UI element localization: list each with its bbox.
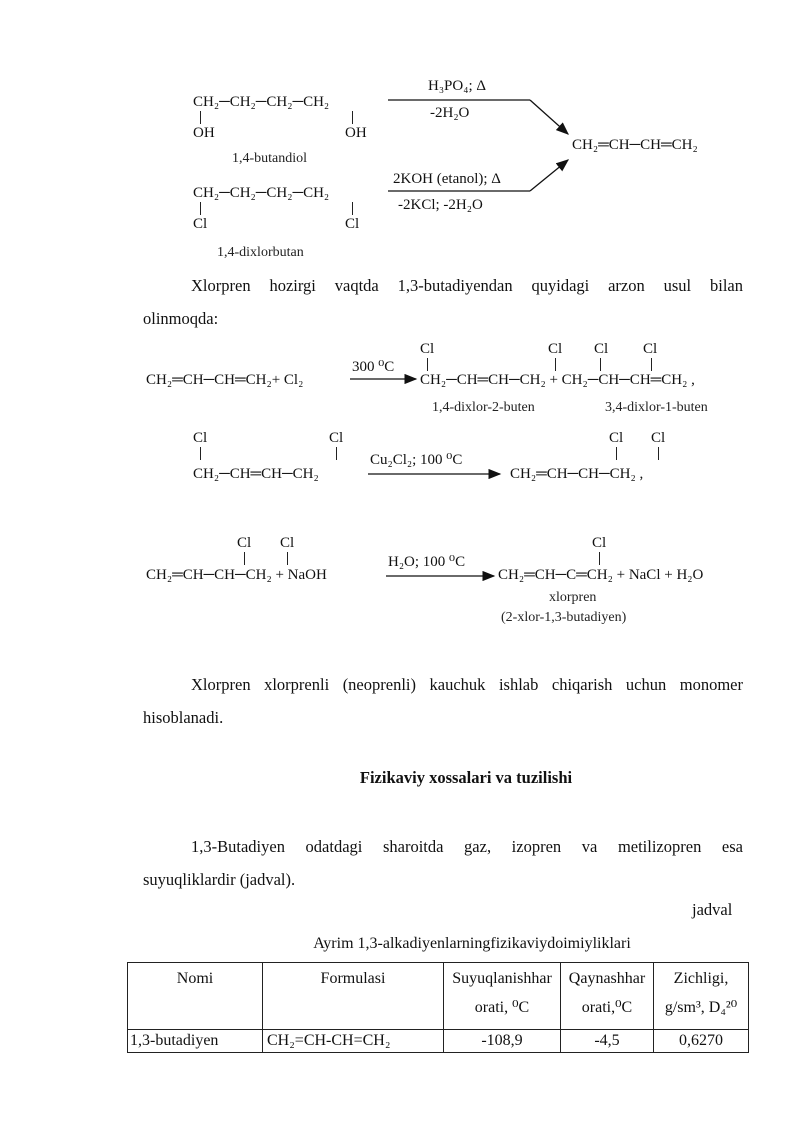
r5-bond-3 — [599, 552, 600, 565]
r5-name: xlorpren — [549, 590, 597, 605]
r3-bond-4 — [651, 358, 652, 371]
r5-name-2: (2-xlor-1,3-butadiyen) — [501, 610, 627, 625]
r2-cl-left: Cl — [193, 216, 208, 232]
r3-name-a: 1,4-dixlor-2-buten — [432, 400, 535, 415]
table-header-row — [128, 963, 749, 1030]
r2-cond-top: 2KOH (etanol); Δ — [393, 171, 501, 187]
r5-bond-1 — [244, 552, 245, 565]
r3-name-b: 3,4-dixlor-1-buten — [605, 400, 708, 415]
r5-cond: H₂O; 100 ⁰C — [388, 554, 466, 570]
r5-cl-3: Cl — [592, 535, 607, 551]
r2-cond-bottom: -2KCl; -2H₂O — [398, 197, 483, 213]
table-row — [128, 1030, 749, 1053]
r3-cl-3: Cl — [594, 341, 609, 357]
r2-name: 1,4-dixlorbutan — [217, 245, 304, 260]
r3-bond-3 — [600, 358, 601, 371]
r1-cond-bottom: -2H₂O — [430, 105, 470, 121]
r1-name: 1,4-butandiol — [232, 151, 308, 166]
cell-name: 1,3-butadiyen — [128, 1030, 263, 1053]
header-melting: Suyuqlanishhar orati, ⁰C — [444, 963, 561, 1030]
r5-bond-2 — [287, 552, 288, 565]
r3-cl-4: Cl — [643, 341, 658, 357]
r4-bond-3 — [616, 447, 617, 460]
r2-bond-right — [352, 202, 353, 215]
r4-cl-1: Cl — [193, 430, 208, 446]
r3-bond-2 — [555, 358, 556, 371]
paragraph-3-line-1: 1,3-Butadiyen odatdagi sharoitda gaz, izopren va metilizopren esa — [191, 837, 743, 856]
r4-cl-4: Cl — [651, 430, 666, 446]
section-title: Fizikaviy xossalari va tuzilishi — [359, 768, 573, 787]
r4-lhs: CH₂─CH═CH─CH₂ — [193, 466, 319, 482]
r4-cl-3: Cl — [609, 430, 624, 446]
r3-cl-2: Cl — [548, 341, 563, 357]
r4-bond-4 — [658, 447, 659, 460]
r1-reactant: CH₂─CH₂─CH₂─CH₂ — [193, 94, 330, 110]
r4-rhs: CH₂═CH─CH─CH₂ , — [510, 466, 644, 482]
paragraph-1-line-1: Xlorpren hozirgi vaqtda 1,3-butadiyendan quyidagi arzon usul bilan — [191, 276, 743, 295]
r3-cl-1: Cl — [420, 341, 435, 357]
paragraph-2-line-1: Xlorpren xlorprenli (neoprenli) kauchuk ishlab chiqarish uchun monomer — [191, 675, 743, 694]
r1-oh-left: OH — [193, 125, 215, 141]
properties-table — [127, 962, 749, 1053]
table-caption: Ayrim 1,3-alkadiyenlarningfizikaviydoimiyliklari — [313, 935, 631, 952]
r1-cond-top: H₃PO₄; Δ — [428, 78, 487, 94]
cell-formula: CH₂=CH-CH=CH₂ — [263, 1030, 444, 1053]
r4-bond-2 — [336, 447, 337, 460]
r5-rhs: CH₂═CH─C═CH₂ + NaCl + H₂O — [498, 567, 704, 583]
r4-bond-1 — [200, 447, 201, 460]
r4-cl-2: Cl — [329, 430, 344, 446]
r3-cond: 300 ⁰C — [352, 359, 395, 375]
jadval-label: jadval — [692, 900, 733, 919]
header-formula: Formulasi — [263, 963, 444, 1030]
r2-bond-left — [200, 202, 201, 215]
r2-reactant: CH₂─CH₂─CH₂─CH₂ — [193, 185, 330, 201]
r1-oh-right: OH — [345, 125, 367, 141]
cell-melting: -108,9 — [444, 1030, 561, 1053]
r5-cl-2: Cl — [280, 535, 295, 551]
header-name: Nomi — [128, 963, 263, 1030]
r3-bond-1 — [427, 358, 428, 371]
r3-lhs: CH₂═CH─CH═CH₂+ Cl₂ — [146, 372, 304, 388]
arrow-r1-diag — [530, 100, 568, 134]
header-boiling: Qaynashhar orati,⁰C — [561, 963, 654, 1030]
r5-cl-1: Cl — [237, 535, 252, 551]
header-density: Zichligi, g/sm³, D₄²⁰ — [654, 963, 749, 1030]
r2-cl-right: Cl — [345, 216, 360, 232]
product-butadiene: CH₂═CH─CH═CH₂ — [572, 137, 698, 153]
paragraph-1-line-2: olinmoqda: — [143, 309, 219, 328]
cell-boiling: -4,5 — [561, 1030, 654, 1053]
r1-bond-left — [200, 111, 201, 124]
r1-bond-right — [352, 111, 353, 124]
r5-lhs: CH₂═CH─CH─CH₂ + NaOH — [146, 567, 327, 583]
r4-cond: Cu₂Cl₂; 100 ⁰C — [370, 452, 463, 468]
paragraph-3-line-2: suyuqliklardir (jadval). — [143, 870, 296, 889]
cell-density: 0,6270 — [654, 1030, 749, 1053]
arrow-r2-diag — [530, 160, 568, 191]
paragraph-2-line-2: hisoblanadi. — [143, 708, 224, 727]
r3-rhs: CH₂─CH═CH─CH₂ + CH₂─CH─CH═CH₂ , — [420, 372, 695, 388]
